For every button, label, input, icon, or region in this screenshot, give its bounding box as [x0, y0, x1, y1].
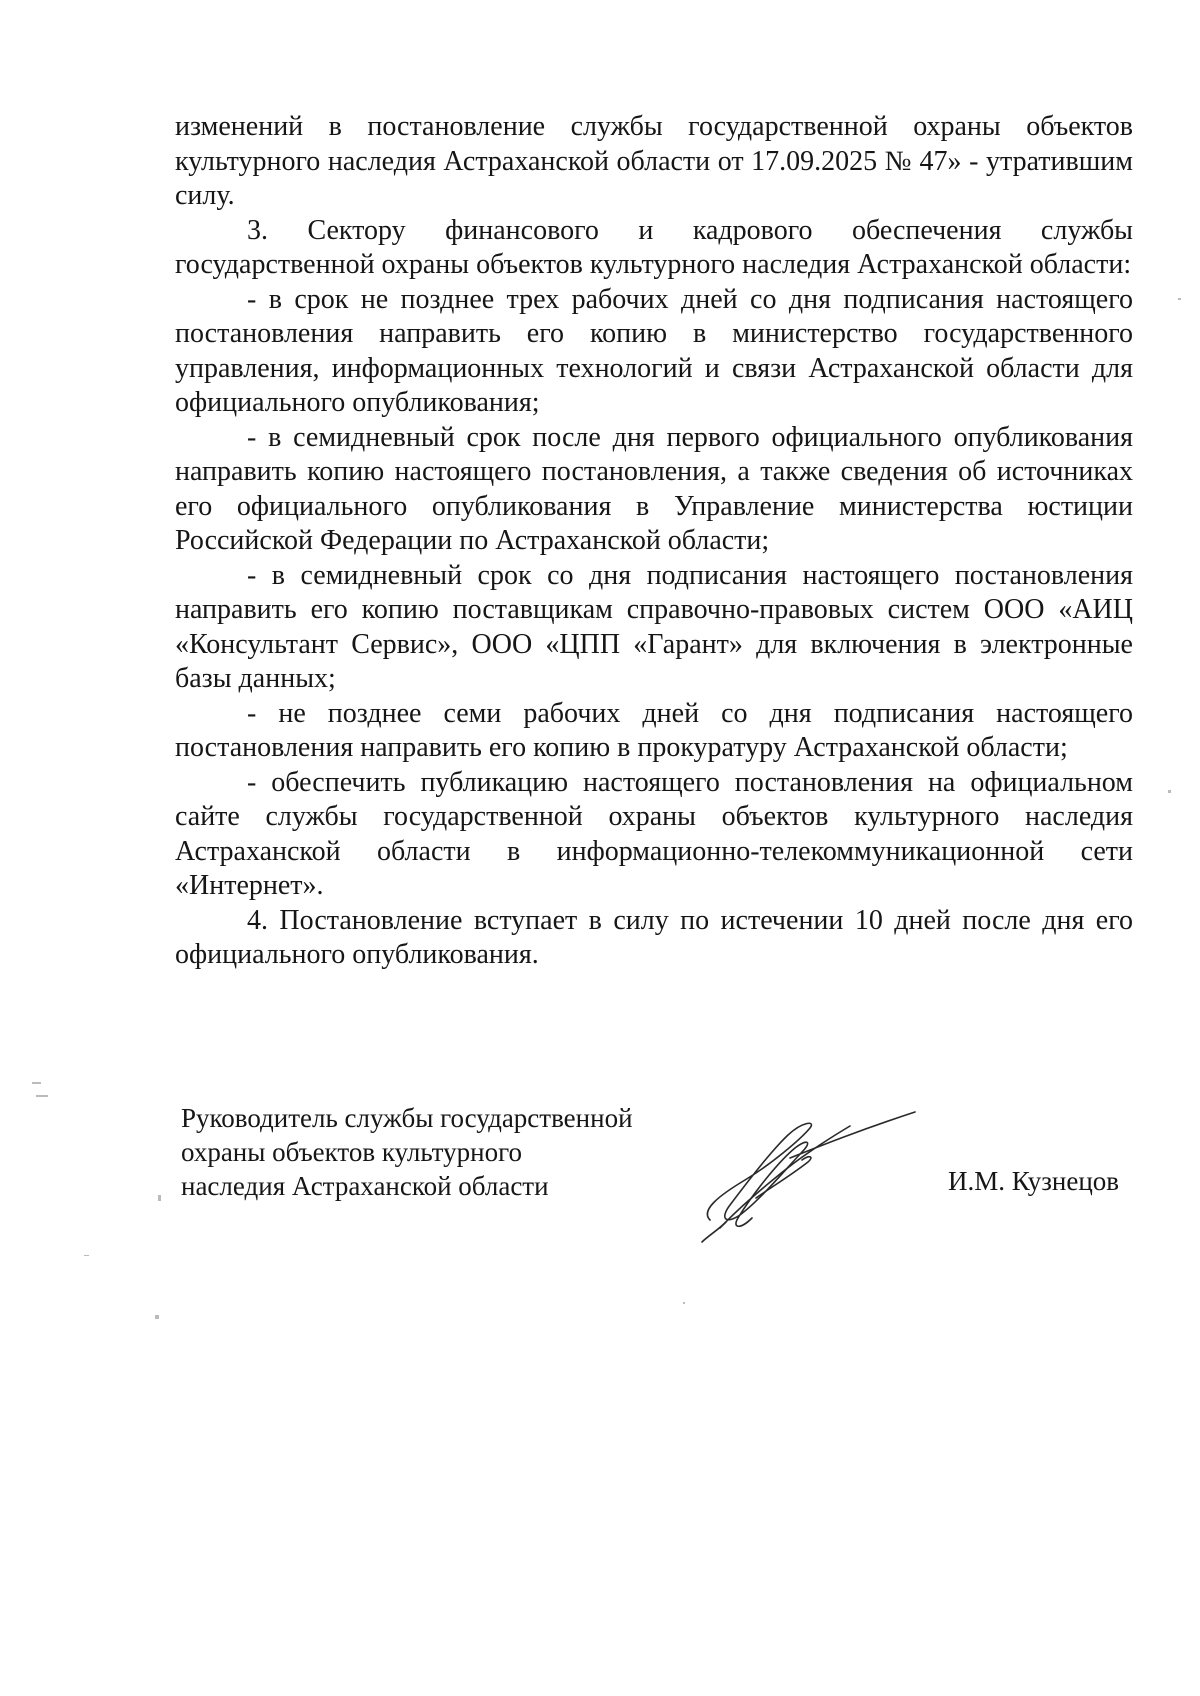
paragraph-bullet-publication: - в срок не позднее трех рабочих дней со дня подписания настоящего постановления направить его копию в министерство государственного управления, информационных технологий и связи Астраханской области для официального опубликования; — [175, 283, 1133, 418]
paragraph-bullet-website: - обеспечить публикацию настоящего постановления на официальном сайте службы государственной охраны объектов культурного наследия Астраханской области в информационно-телекоммуникационной сети «Интернет». — [175, 766, 1133, 901]
scan-speck — [683, 1302, 685, 1304]
signatory-position — [181, 1101, 721, 1203]
signatory-position-line: охраны объектов культурного — [181, 1137, 522, 1167]
signatory-position-line: Руководитель службы государственной — [181, 1103, 633, 1133]
paragraph-item-3: 3. Сектору финансового и кадрового обеспечения службы государственной охраны объектов культурного наследия Астраханской области: — [175, 214, 1133, 280]
scan-speck — [36, 1095, 48, 1097]
document-body — [175, 110, 1133, 973]
signatory-position-line: наследия Астраханской области — [181, 1171, 549, 1201]
signatory-name: И.М. Кузнецов — [948, 1166, 1120, 1196]
paragraph-bullet-ministry-of-justice: - в семидневный срок после дня первого официального опубликования направить копию настоящего постановления, а также сведения об источниках его официального опубликования в Управление министерства юстиции Российской Федерации по Астраханской области; — [175, 421, 1133, 556]
paragraph-bullet-prosecutor: - не позднее семи рабочих дней со дня подписания настоящего постановления направить его копию в прокуратуру Астраханской области; — [175, 697, 1133, 763]
scan-speck — [155, 1315, 159, 1319]
scan-speck — [84, 1255, 89, 1256]
paragraph-bullet-legal-systems: - в семидневный срок со дня подписания настоящего постановления направить его копию поставщикам справочно-правовых систем ООО «АИЦ «Консультант Сервис», ООО «ЦПП «Гарант» для включения в электронные базы данных; — [175, 559, 1133, 694]
handwritten-signature — [690, 1100, 930, 1250]
paragraph-item-4: 4. Постановление вступает в силу по истечении 10 дней после дня его официального опубликования. — [175, 904, 1133, 970]
scan-speck — [1168, 790, 1171, 793]
scan-speck — [32, 1082, 41, 1084]
scan-speck — [1178, 298, 1181, 300]
paragraph-continuation: изменений в постановление службы государственной охраны объектов культурного наследия Астраханской области от 17.09.2025 № 47» - утратившим силу. — [175, 111, 1133, 211]
scan-speck — [158, 1195, 161, 1201]
